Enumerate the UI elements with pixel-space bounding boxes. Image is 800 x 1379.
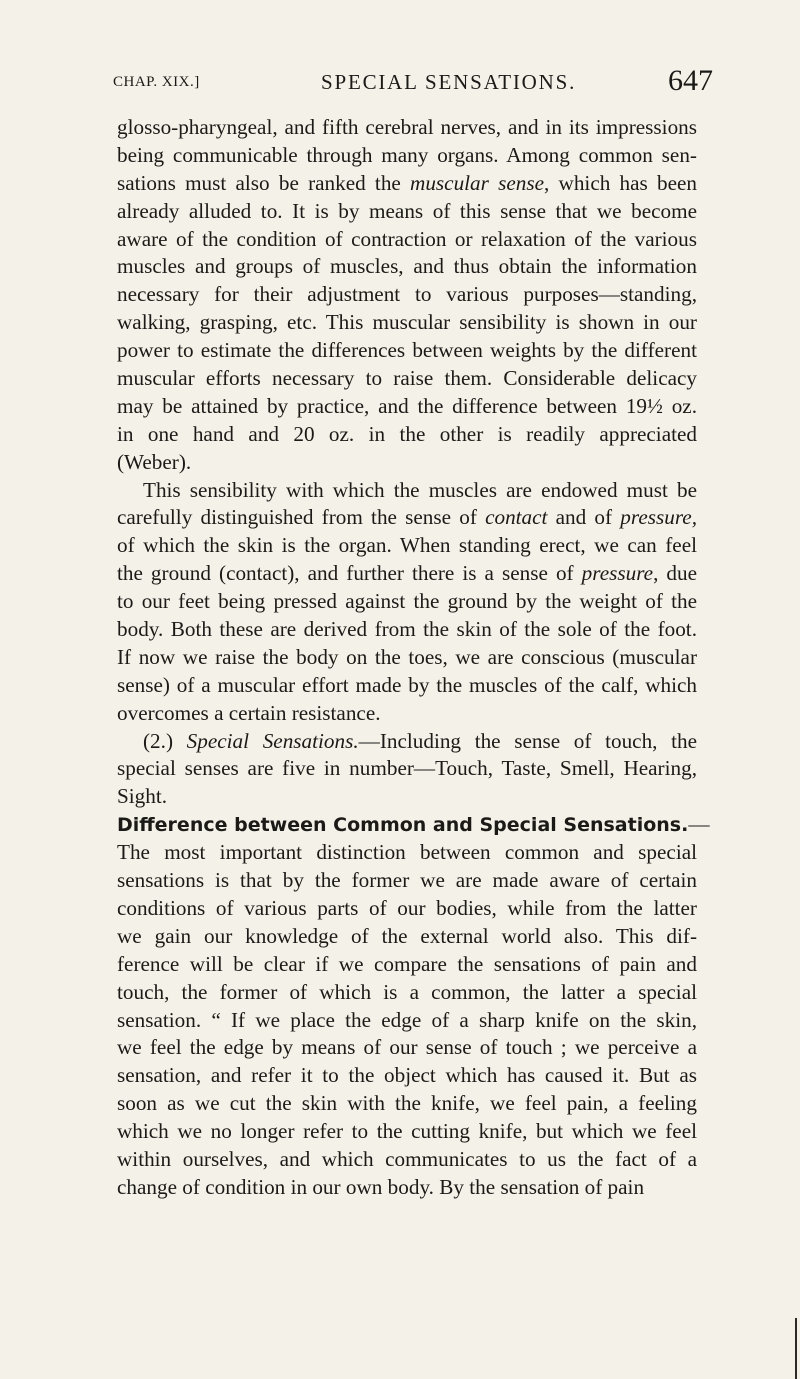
text-line: conditions of various parts of our bodies, while from the latter (117, 895, 697, 920)
running-title: SPECIAL SENSATIONS. (321, 70, 577, 94)
text-line: muscular efforts necessary to raise them. Considerable delicacy (117, 366, 697, 391)
text-line: muscles and groups of muscles, and thus obtain the information (117, 254, 697, 279)
body-text (117, 114, 710, 1202)
text-line: If now we raise the body on the toes, we are conscious (muscular (117, 644, 697, 669)
italic-pressure: pressure (581, 561, 654, 586)
text-line: we feel the edge by means of our sense of touch ; we perceive a (117, 1035, 697, 1060)
text-line: in one hand and 20 oz. in the other is readily appreciated (117, 421, 697, 446)
text-line: sations must also be ranked the muscular sense, which has been (117, 170, 697, 195)
text-line: Sight. (117, 784, 168, 809)
text-line: This sensibility with which the muscles are endowed must be (143, 477, 697, 502)
text-line: necessary for their adjustment to various purposes—standing, (117, 282, 697, 307)
text-line: to our feet being pressed against the ground by the weight of the (117, 589, 697, 614)
text-line: of which the skin is the organ. When standing erect, we can feel (117, 533, 697, 558)
text-line: sense) of a muscular effort made by the muscles of the calf, which (117, 672, 697, 697)
text-line: aware of the condition of contraction or relaxation of the various (117, 226, 697, 251)
text-line: overcomes a certain resistance. (117, 700, 381, 725)
text-line: body. Both these are derived from the skin of the sole of the foot. (117, 617, 697, 642)
chapter-label: CHAP. XIX.] (113, 74, 200, 90)
text-line: sensation, and refer it to the object which has caused it. But as (117, 1063, 697, 1088)
italic-muscular-sense: muscular sense (410, 170, 545, 195)
text-line: glosso-pharyngeal, and fifth cerebral nerves, and in its impressions (117, 115, 697, 139)
text-line: which we no longer refer to the cutting knife, but which we feel (117, 1119, 697, 1144)
italic-pressure: pressure, (620, 505, 697, 530)
text-line: within ourselves, and which communicates to us the fact of a (117, 1146, 697, 1171)
text-line: already alluded to. It is by means of this sense that we become (117, 198, 697, 223)
text-line: we gain our knowledge of the external world also. This dif- (117, 923, 697, 948)
text-line: may be attained by practice, and the difference between 19½ oz. (117, 393, 697, 418)
text-line: touch, the former of which is a common, the latter a special (117, 979, 697, 1004)
text-line: walking, grasping, etc. This muscular sensibility is shown in our (117, 310, 697, 335)
text-line: carefully distinguished from the sense of contact and of pressure, (117, 505, 697, 530)
text-line: soon as we cut the skin with the knife, we feel pain, a feeling (117, 1091, 697, 1116)
text-line: power to estimate the differences between weights by the different (117, 338, 697, 363)
running-head (113, 58, 713, 108)
text-line: special senses are five in number—Touch, Taste, Smell, Hearing, (117, 756, 697, 781)
text-line: change of condition in our own body. By the sensation of pain (117, 1174, 645, 1199)
text-line: sensation. “ If we place the edge of a sharp knife on the skin, (117, 1007, 697, 1032)
text-line: the ground (contact), and further there is a sense of pressure, due (117, 561, 698, 586)
text-line: (Weber). (117, 449, 192, 474)
italic-contact: contact (485, 505, 548, 530)
page-number: 647 (668, 64, 713, 97)
text-line: ference will be clear if we compare the sensations of pain and (117, 951, 697, 976)
text-line: (2.) Special Sensations.—Including the sense of touch, the (143, 728, 698, 753)
text-line: The most important distinction between common and special (117, 840, 697, 865)
text-line: being communicable through many organs. Among common sen- (117, 142, 697, 167)
italic-special-sensations: Special Sensations. (186, 728, 359, 753)
text-line: sensations is that by the former we are made aware of certain (117, 868, 697, 893)
scan-edge-mark (795, 1318, 797, 1379)
section-heading: Difference between Common and Special Sensations. (117, 814, 689, 837)
section-heading-line: Difference between Common and Special Sensations.— (117, 812, 710, 837)
